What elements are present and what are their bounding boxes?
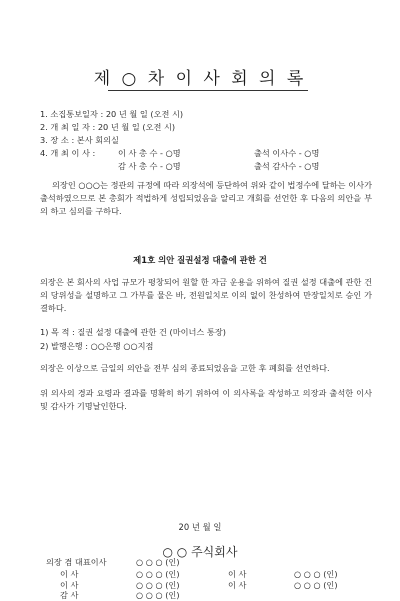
agenda-item-bank: 2) 발행은행 : ○○은행 ○○지점 [40, 341, 154, 351]
agenda-title: 제1호 의안 질권설정 대출에 관한 건 [133, 255, 267, 265]
directors-present: 출석 이사수 - ○명 [254, 148, 320, 158]
meeting-date: 2. 개 최 일 자 : 20 년 월 일 (오전 시) [40, 122, 176, 132]
signature-name-director: ○ ○ ○ (인) [294, 580, 338, 590]
signature-name-director: ○ ○ ○ (인) [136, 580, 180, 590]
signature-name-auditor: ○ ○ ○ (인) [136, 590, 180, 600]
signature-role-chair: 의장 겸 대표이사 [46, 557, 107, 567]
signature-name-director: ○ ○ ○ (인) [136, 569, 180, 579]
agenda-paragraph: 의장은 본 회사의 사업 규모가 평창되어 원할 한 자금 운용을 위하여 질권 설정 대출에 관한 건의 당위성을 설명하고 그 가부를 물은 바, 전원일치로 이의 없이 찬성하여 만장일치로 승인 가결하다. [40, 277, 372, 313]
directors-total: 이 사 총 수 - ○명 [118, 148, 181, 158]
record-paragraph: 위 의사의 경과 요령과 결과를 명확히 하기 위하여 이 의사록을 작성하고 의장과 출석한 이사 및 감사가 기명날인한다. [40, 388, 372, 411]
signature-name-chair: ○ ○ ○ (인) [136, 557, 180, 567]
meeting-place: 3. 장 소 : 본사 회의실 [40, 135, 119, 145]
signature-role-director: 이 사 [228, 580, 247, 590]
agenda-item-purpose: 1) 목 적 : 질권 설정 대출에 관한 건 (마이너스 통장) [40, 327, 226, 337]
signature-role-director: 이 사 [60, 580, 79, 590]
attendance-label: 4. 개 최 이 사 : [40, 148, 96, 158]
signature-role-director: 이 사 [228, 569, 247, 579]
title-underline [108, 90, 308, 91]
signature-date: 20 년 월 일 [178, 522, 222, 532]
auditors-total: 감 사 총 수 - ○명 [118, 161, 181, 171]
auditors-present: 출석 감사수 - ○명 [254, 161, 320, 171]
notice-date: 1. 소집통보일자 : 20 년 월 일 (오전 시) [40, 109, 184, 119]
document-title: 제 ○ 차 이 사 회 의 록 [93, 69, 307, 89]
signature-name-director: ○ ○ ○ (인) [294, 569, 338, 579]
opening-paragraph: 의장인 ○○○는 정관의 규정에 따라 의장석에 등단하여 위와 같이 법정수에 달하는 이사가 출석하였으므로 본 총회가 적법하게 성립되었음을 알리고 개회를 선언한 후 다음의 의안을 부의 하고 심의를 구하다. [40, 180, 372, 216]
closing-paragraph: 의장은 이상으로 금일의 의안을 전부 심의 종료되었음을 고한 후 폐회를 선언하다. [40, 363, 330, 373]
signature-role-director: 이 사 [60, 569, 79, 579]
signature-role-auditor: 감 사 [60, 590, 79, 600]
company-name: ○ ○ 주식회사 [162, 545, 238, 559]
